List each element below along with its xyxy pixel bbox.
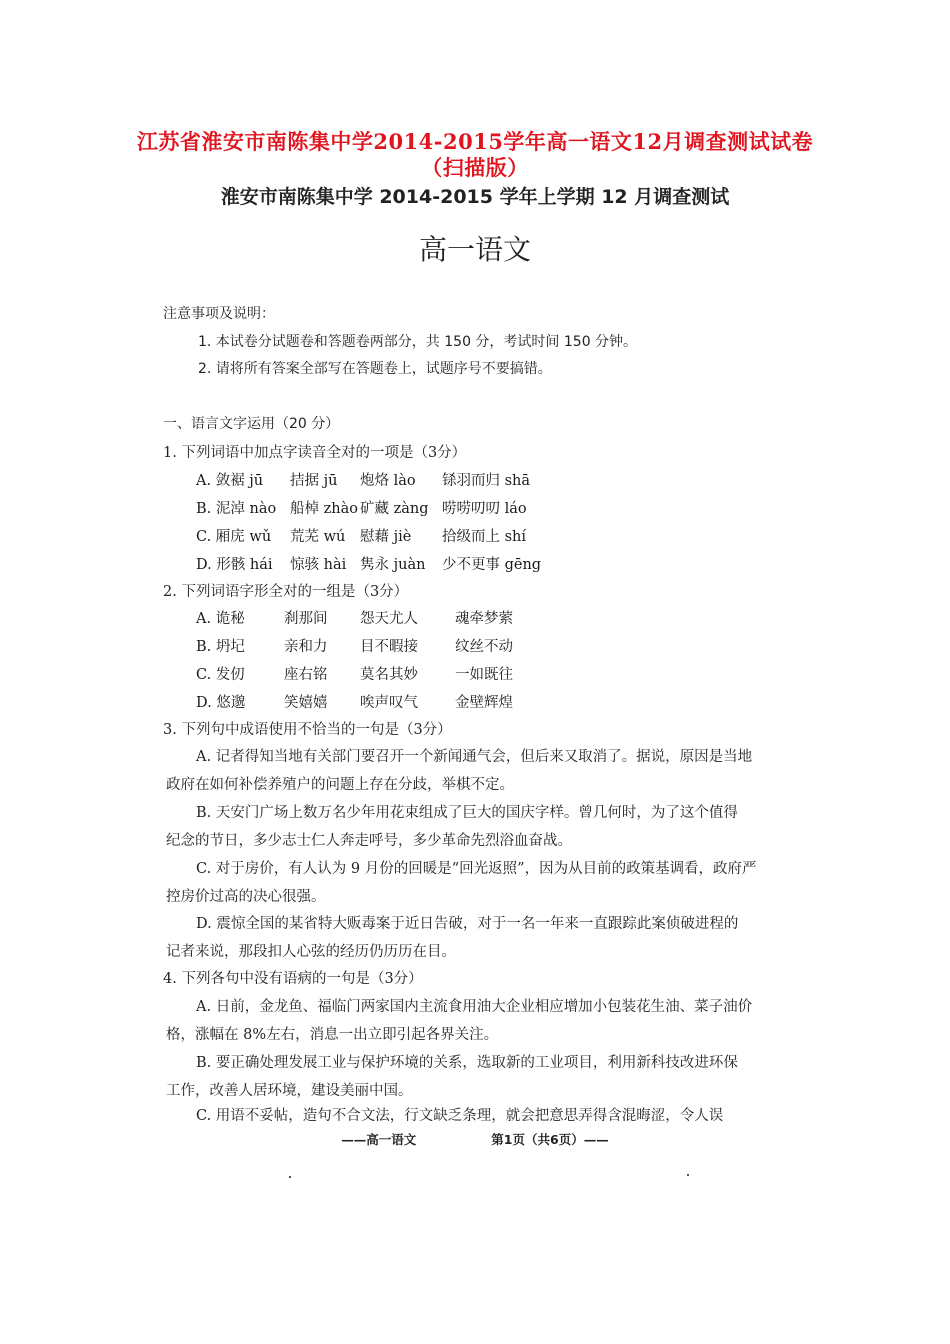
option-cell: C. 厢庑 wǔ xyxy=(196,529,272,545)
option-cell: 一如既往 xyxy=(455,667,513,683)
question-stem: 4. 下列各句中没有语病的一句是（3分） xyxy=(163,971,423,987)
option-cell: B. 泥淖 nào xyxy=(196,501,277,517)
scan-speck xyxy=(289,1176,291,1178)
paragraph-line: 工作，改善人居环境，建设美丽中国。 xyxy=(166,1083,413,1099)
option-cell: 隽永 juàn xyxy=(360,557,426,573)
paragraph-line: B. 要正确处理发展工业与保护环境的关系，选取新的工业项目，利用新科技改进环保 xyxy=(196,1055,738,1071)
paragraph-line: 格，涨幅在 8%左右，消息一出立即引起各界关注。 xyxy=(166,1027,499,1043)
option-cell: 纹丝不动 xyxy=(455,639,513,655)
question-stem: 2. 下列词语字形全对的一组是（3分） xyxy=(163,584,409,600)
question-stem: 1. 下列词语中加点字读音全对的一项是（3分） xyxy=(163,445,467,461)
option-cell: D. 形骸 hái xyxy=(196,557,273,573)
option-cell: 拮据 jū xyxy=(290,473,338,489)
option-cell: 拾级而上 shí xyxy=(442,529,527,545)
notice-heading: 注意事项及说明： xyxy=(163,306,275,322)
option-cell: 船棹 zhào xyxy=(290,501,358,517)
scan-speck xyxy=(687,1174,689,1176)
option-cell: 莫名其妙 xyxy=(360,667,418,683)
option-cell: A. 诡秘 xyxy=(196,611,245,627)
paragraph-line: 控房价过高的决心很强。 xyxy=(166,889,326,905)
option-cell: 矿藏 zàng xyxy=(360,501,429,517)
option-cell: D. 悠邈 xyxy=(196,695,246,711)
option-cell: 慰藉 jiè xyxy=(360,529,412,545)
document-title: 江苏省淮安市南陈集中学2014-2015学年高一语文12月调查测试试卷 xyxy=(136,129,814,154)
exam-subject-title: 高一语文 xyxy=(418,233,531,266)
option-cell: 怨天尤人 xyxy=(360,611,418,627)
exam-subtitle: 淮安市南陈集中学 2014-2015 学年上学期 12 月调查测试 xyxy=(220,186,730,208)
paragraph-line: D. 震惊全国的某省特大贩毒案于近日告破，对于一名一年来一直跟踪此案侦破进程的 xyxy=(196,916,739,932)
option-cell: 少不更事 gēng xyxy=(442,557,542,573)
notice-item: 1. 本试卷分试题卷和答题卷两部分，共 150 分，考试时间 150 分钟。 xyxy=(198,334,638,350)
option-cell: 笑嬉嬉 xyxy=(284,695,328,711)
notice-item: 2. 请将所有答案全部写在答题卷上，试题序号不要搞错。 xyxy=(198,361,552,377)
option-cell: 金壁辉煌 xyxy=(455,695,513,711)
paragraph-line: C. 对于房价，有人认为 9 月份的回暖是“回光返照”，因为从目前的政策基调看，政府严 xyxy=(196,861,757,877)
option-cell: 魂牵梦萦 xyxy=(455,611,513,627)
option-cell: 唉声叹气 xyxy=(360,695,418,711)
option-cell: 铩羽而归 shā xyxy=(442,473,531,489)
option-cell: 目不暇接 xyxy=(360,639,418,655)
option-cell: 刹那间 xyxy=(284,611,328,627)
option-cell: 唠唠叨叨 láo xyxy=(442,501,527,517)
option-cell: C. 发仞 xyxy=(196,667,245,683)
option-cell: 亲和力 xyxy=(284,639,328,655)
page-footer: ——高一语文 第1页（共6页）—— xyxy=(341,1132,609,1147)
option-cell: B. 坍圮 xyxy=(196,639,245,655)
paragraph-line: A. 记者得知当地有关部门要召开一个新闻通气会，但后来又取消了。据说，原因是当地 xyxy=(196,749,753,765)
document-title-suffix: （扫描版） xyxy=(421,155,529,180)
option-cell: 荒芜 wú xyxy=(290,529,346,545)
question-stem: 3. 下列句中成语使用不恰当的一句是（3分） xyxy=(163,722,452,738)
paragraph-line: 纪念的节日，多少志士仁人奔走呼号，多少革命先烈浴血奋战。 xyxy=(166,833,572,849)
option-cell: 座右铭 xyxy=(284,667,328,683)
option-cell: 惊骇 hài xyxy=(290,557,347,573)
option-cell: A. 敛裾 jū xyxy=(196,473,264,489)
section-heading: 一、语言文字运用（20 分） xyxy=(163,416,340,432)
paragraph-line: 政府在如何补偿养殖户的问题上存在分歧，举棋不定。 xyxy=(166,777,514,793)
paragraph-line: 记者来说，那段扣人心弦的经历仍历历在目。 xyxy=(166,944,456,960)
paragraph-line: C. 用语不妥帖，造句不合文法，行文缺乏条理，就会把意思弄得含混晦涩，令人误 xyxy=(196,1108,724,1124)
paragraph-line: A. 日前，金龙鱼、福临门两家国内主流食用油大企业相应增加小包装花生油、菜子油价 xyxy=(196,999,753,1015)
paragraph-line: B. 天安门广场上数万名少年用花束组成了巨大的国庆字样。曾几何时，为了这个值得 xyxy=(196,805,738,821)
option-cell: 炮烙 lào xyxy=(360,473,416,489)
